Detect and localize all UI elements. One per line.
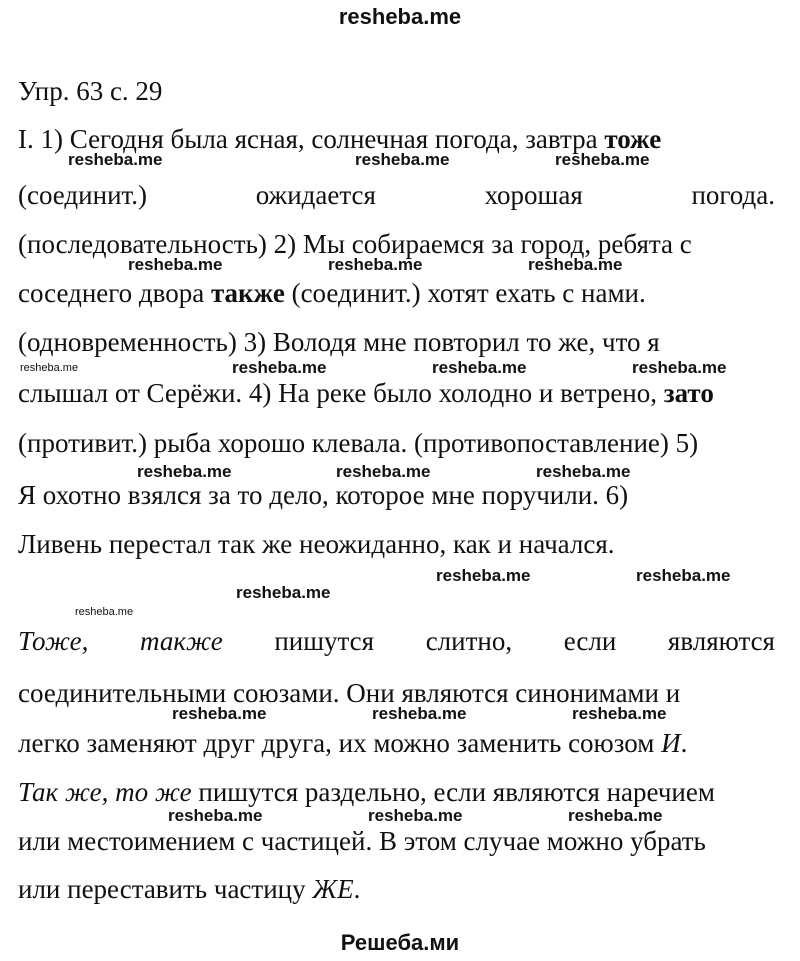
watermark: resheba.me <box>68 150 163 169</box>
exercise-title: Упр. 63 с. 29 <box>18 76 163 106</box>
watermark: resheba.me <box>172 704 267 723</box>
watermark: resheba.me <box>355 150 450 169</box>
rule-line-3: легко заменяют друг друга, их можно заменить союзом И. <box>18 728 688 758</box>
text-line-3: (последовательность) 2) Мы собираемся за город, ребята с <box>18 229 692 259</box>
watermark: resheba.me <box>336 462 431 481</box>
watermark: resheba.me <box>168 806 263 825</box>
rule-line-2: соединительными союзами. Они являются синонимами и <box>18 678 681 708</box>
watermark: resheba.me <box>572 704 667 723</box>
watermark: resheba.me <box>436 566 531 585</box>
text-line-8: Я охотно взялся за то дело, которое мне поручили. 6) <box>18 480 629 510</box>
rule-line-4: Так же, то же пишутся раздельно, если являются наречием <box>18 777 715 807</box>
watermark: resheba.me <box>536 462 631 481</box>
text-line-6: слышал от Серёжи. 4) На реке было холодно и ветрено, зато <box>18 378 714 408</box>
watermark: resheba.me <box>232 358 327 377</box>
rule-line-6: или переставить частицу ЖЕ. <box>18 874 361 904</box>
watermark: resheba.me <box>368 806 463 825</box>
watermark: resheba.me <box>528 255 623 274</box>
watermark: resheba.me <box>137 462 232 481</box>
watermark: resheba.me <box>632 358 727 377</box>
text-line-5: (одновременность) 3) Володя мне повторил то же, что я <box>18 327 660 357</box>
watermark: resheba.me <box>328 255 423 274</box>
watermark: resheba.me <box>128 255 223 274</box>
watermark: resheba.me <box>372 704 467 723</box>
text-line-1: I. 1) Сегодня была ясная, солнечная погода, завтра тоже <box>18 124 662 154</box>
text-line-4: соседнего двора также (соединит.) хотят ехать с нами. <box>18 278 646 308</box>
rule-line-5: или местоимением с частицей. В этом случае можно убрать <box>18 826 706 856</box>
watermark: resheba.me <box>568 806 663 825</box>
watermark: resheba.me <box>636 566 731 585</box>
watermark: resheba.me <box>432 358 527 377</box>
site-header: resheba.me <box>338 4 462 29</box>
watermark-small: resheba.me <box>75 606 134 618</box>
watermark-small: resheba.me <box>20 362 79 374</box>
rule-line-1: Тоже, также пишутся слитно, если являются <box>18 626 775 656</box>
text-line-2: (соединит.) ожидается хорошая погода. <box>18 180 775 210</box>
watermark: resheba.me <box>555 150 650 169</box>
text-line-9: Ливень перестал так же неожиданно, как и начался. <box>18 529 615 559</box>
text-line-7: (противит.) рыба хорошо клевала. (противопоставление) 5) <box>18 428 699 458</box>
site-footer: Решеба.ми <box>340 930 460 955</box>
watermark: resheba.me <box>236 583 331 602</box>
